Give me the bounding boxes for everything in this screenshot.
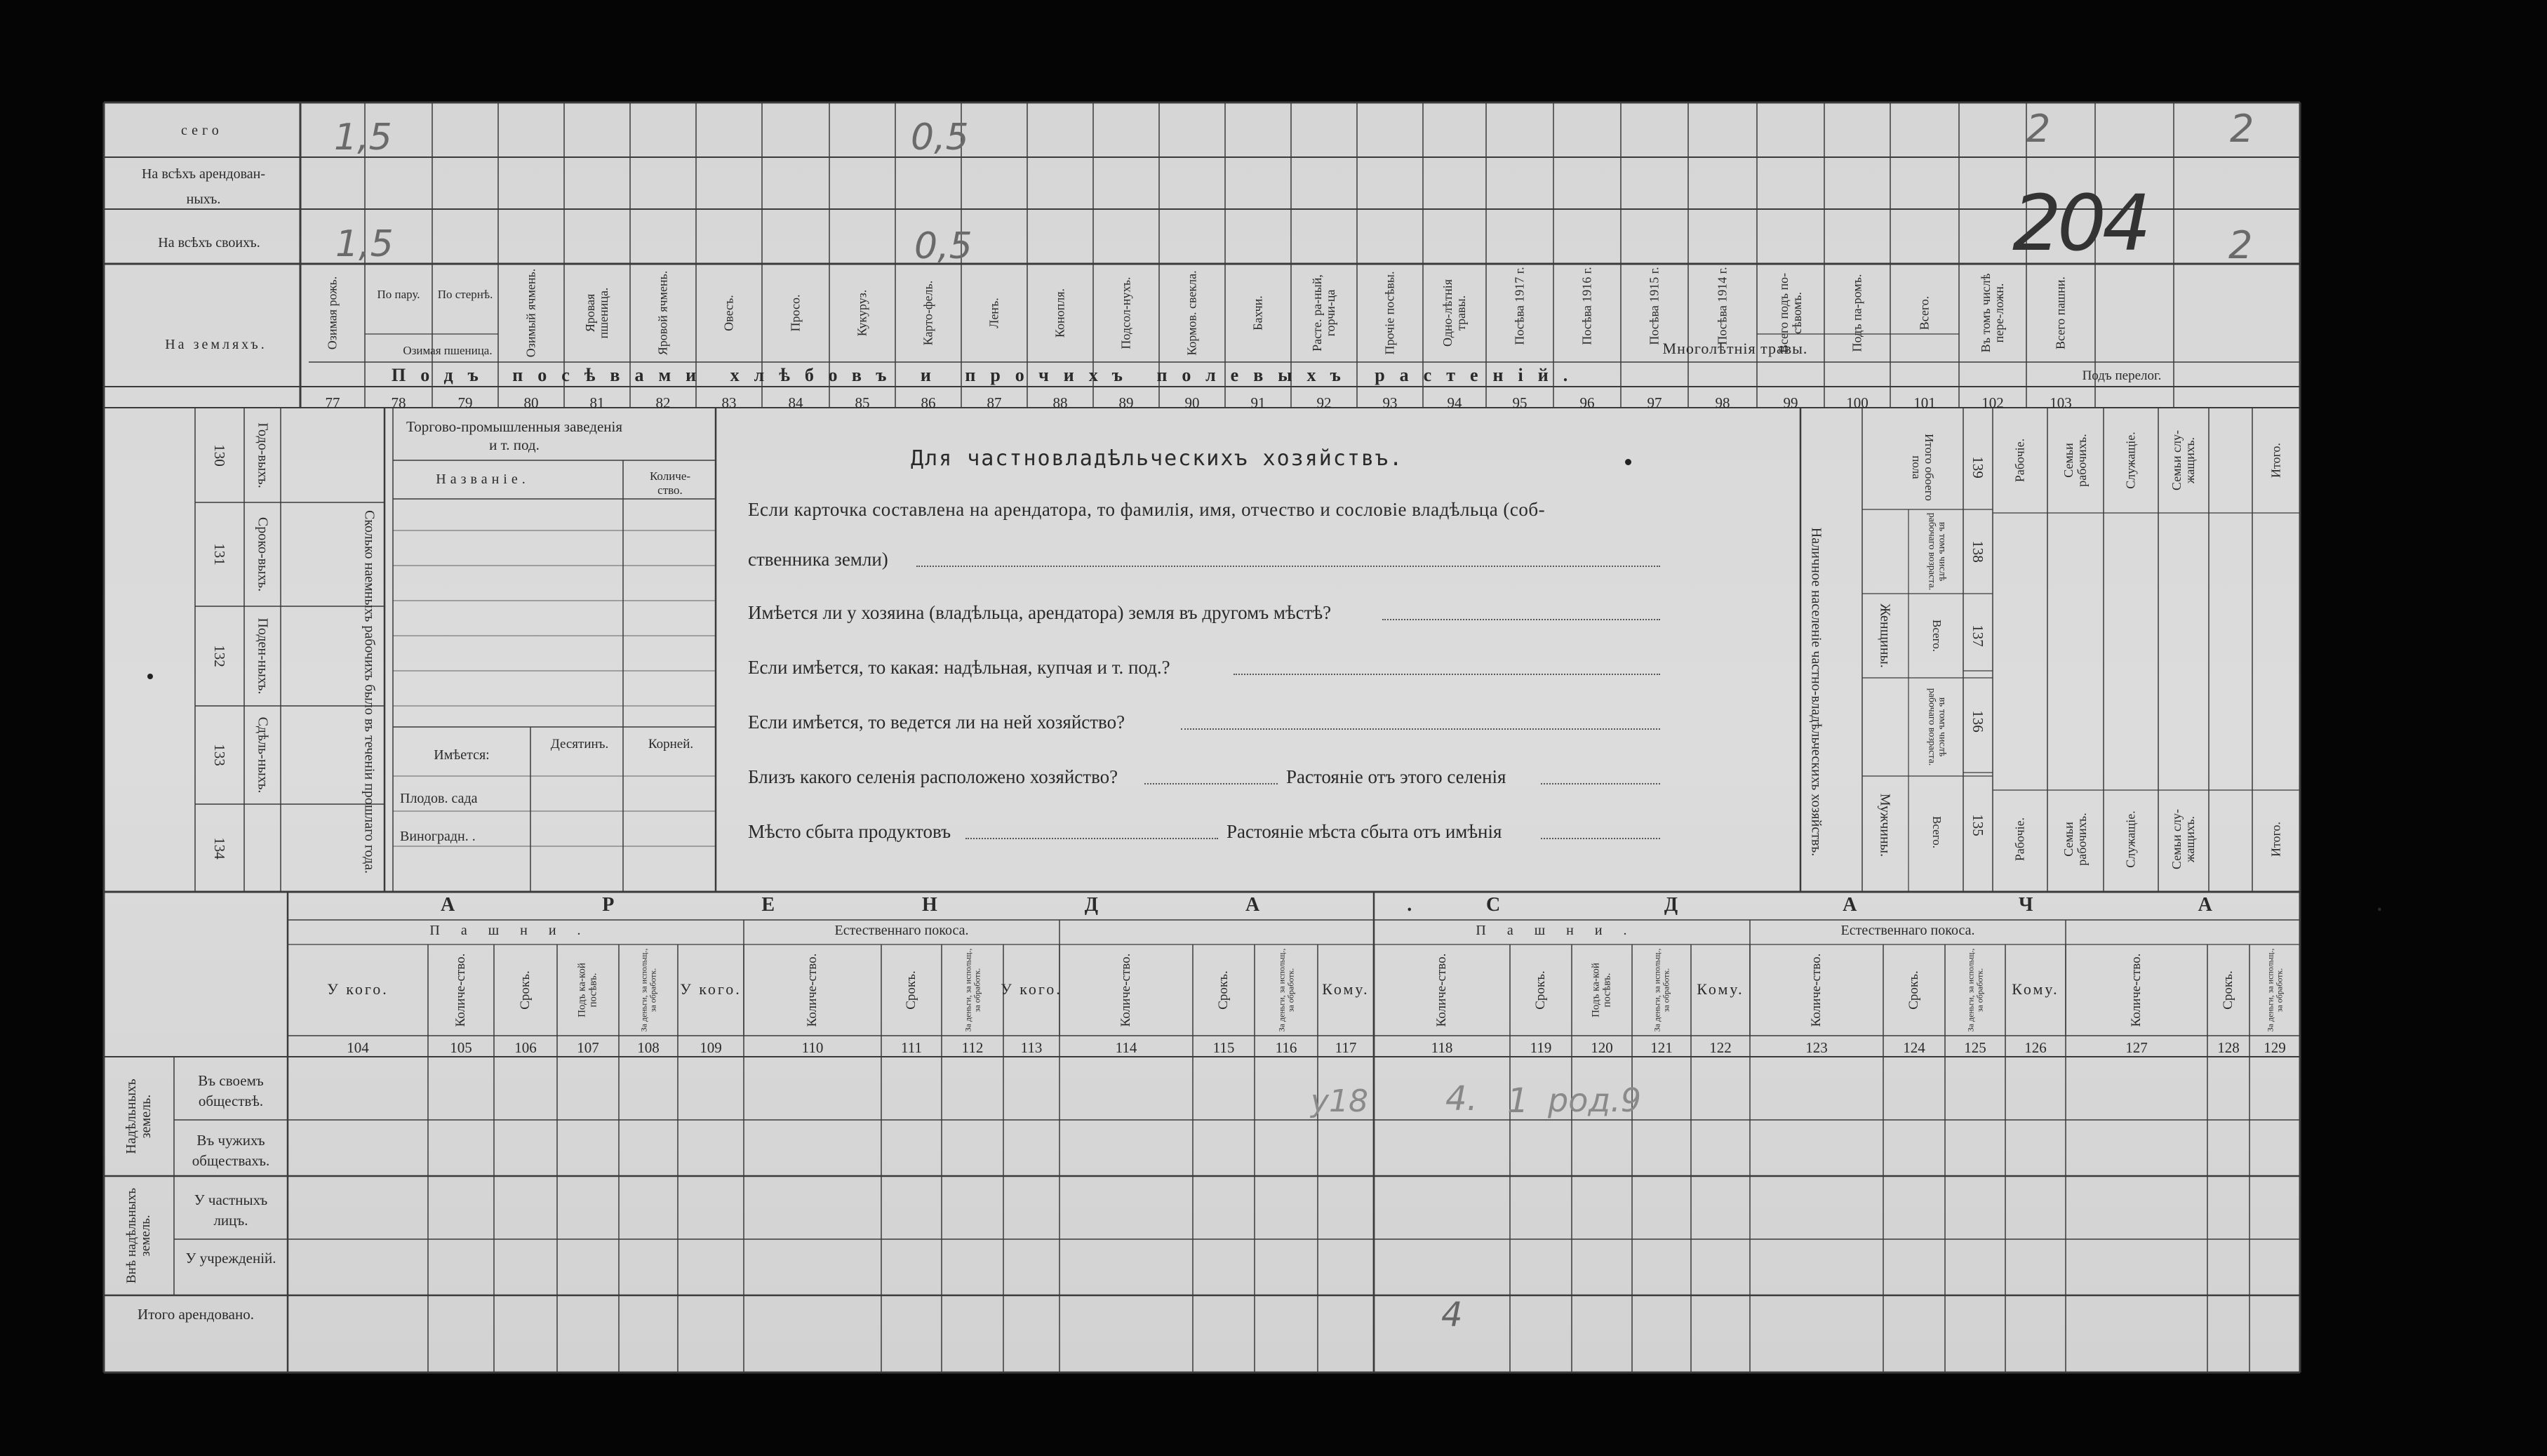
lease-col-num-123: 123: [1805, 1039, 1828, 1056]
bullet-dot: [1625, 459, 1631, 465]
lease-header-12: За деньги, за испольщ., за обработк.: [1276, 948, 1295, 1032]
col-number-90: 90: [1184, 394, 1200, 411]
lease-col-num-114: 114: [1115, 1039, 1137, 1056]
col-number-84: 84: [788, 394, 803, 411]
sdacha-pashni: Пашни.: [1476, 923, 1648, 938]
trade-title-2: и т. под.: [489, 436, 540, 453]
lease-col-num-128: 128: [2217, 1039, 2240, 1056]
private-form-q2-field[interactable]: [1382, 619, 1660, 620]
lease-col-num-107: 107: [577, 1039, 599, 1056]
lease-header-11: Срокъ.: [1216, 970, 1231, 1010]
lease-header-20: Срокъ.: [1906, 970, 1922, 1010]
arenda-pashni: Пашни.: [429, 923, 602, 938]
lease-header-17: За деньги, за испольщ., за обработк.: [1652, 948, 1671, 1032]
private-form-q4: Если имѣется, то ведется ли на ней хозяйство?: [748, 712, 1125, 733]
col-number-101: 101: [1913, 394, 1936, 411]
table-grid-lines: [104, 102, 2300, 1372]
hw-sd-pod: род.9: [1548, 1081, 1642, 1119]
hw-r3-far: 2: [2228, 223, 2253, 267]
hw-sd-srok: 1: [1507, 1081, 1529, 1121]
private-form-q1a: Если карточка составлена на арендатора, то фамилiя, имя, отчество и сословiе владѣльца (соб-: [748, 499, 1546, 520]
crop-header-26: Всего пашни.: [2053, 276, 2068, 349]
crop-header-23: Подъ па-ромъ.: [1850, 274, 1864, 352]
hired-label-0: Годо-выхъ.: [255, 422, 271, 488]
pop-col-bot-2: Служащiе.: [2123, 810, 2138, 868]
crop-header-3: Озимый ячмень.: [523, 268, 538, 358]
under-crops-label: Подъ посѣвами хлѣбовъ и прочихъ полевыхъ растенiй.: [392, 365, 1583, 385]
pop-col-bot-1: Семьи рабочихъ.: [2061, 813, 2089, 866]
lease-header-6: Количе-ство.: [805, 953, 820, 1027]
crop-header-18: Посѣва 1917 г.: [1512, 267, 1527, 345]
lease-header-7: Срокъ.: [904, 970, 919, 1010]
crop-header-2: По стернѣ.: [437, 288, 493, 301]
hw-r1-oats: 0,5: [911, 116, 969, 159]
pop-col-top-2: Служащiе.: [2123, 432, 2138, 489]
lease-col-num-120: 120: [1591, 1039, 1613, 1056]
pop-num-136: 136: [1970, 710, 1987, 733]
lease-header-3: Подъ ка-кой посѣвъ.: [576, 963, 599, 1017]
pop-num-139: 139: [1970, 456, 1987, 479]
crop-header-15: Расте. ра-ный, горчи-ца: [1310, 274, 1337, 352]
pop-col-top-0: Рабочiе.: [2012, 438, 2027, 483]
lease-col-num-112: 112: [961, 1039, 984, 1056]
lease-group-nadel: Надѣльныхъ земель.: [123, 1078, 154, 1154]
crop-header-10: Ленъ.: [987, 298, 1001, 328]
lease-header-14: Количе-ство.: [1434, 953, 1450, 1027]
lease-header-0: У кого.: [327, 980, 389, 998]
lease-group-vne: Внѣ надѣльныхъ земель.: [124, 1187, 153, 1284]
lease-header-8: За деньги, за испольщ., за обработк.: [963, 948, 982, 1032]
col-number-88: 88: [1052, 394, 1068, 411]
hired-num-131: 131: [211, 543, 229, 566]
pop-women: Женщины.: [1877, 603, 1893, 668]
hw-r1-rye: 1,5: [334, 116, 392, 159]
lease-row-label-0: Въ своемъ обществѣ.: [198, 1072, 264, 1110]
lease-col-num-116: 116: [1275, 1039, 1297, 1056]
row-label-lands: На земляхъ.: [165, 337, 267, 352]
lease-row-label-2: У частныхъ лицъ.: [194, 1191, 268, 1229]
lease-col-num-119: 119: [1530, 1039, 1552, 1056]
col-number-86: 86: [921, 394, 936, 411]
trade-korney: Корней.: [648, 737, 694, 752]
winter-wheat-label: Озимая пшеница.: [403, 344, 493, 357]
crop-header-5: Яровой ячмень.: [655, 270, 670, 356]
pop-col-top-1: Семьи рабочихъ.: [2061, 434, 2089, 487]
lease-col-num-105: 105: [450, 1039, 472, 1056]
hw-r3-oats: 0,5: [914, 225, 972, 267]
crop-header-1: По пару.: [377, 288, 420, 301]
col-number-95: 95: [1512, 394, 1527, 411]
col-number-83: 83: [721, 394, 737, 411]
crop-header-12: Подсол-нухъ.: [1118, 276, 1133, 349]
private-form-q5b-field[interactable]: [1541, 783, 1660, 784]
population-side-label: Наличное населенiе частно-владѣльческихъ хозяйствъ.: [1808, 527, 1824, 857]
trade-orchard: Плодов. сада: [400, 791, 478, 806]
arenda-title: АРЕНДА.: [441, 894, 1560, 916]
row-label-total: сего: [181, 123, 223, 138]
arenda-est-pokosa: Естественнаго покоса.: [834, 923, 969, 938]
crop-header-0: Озимая рожь.: [325, 276, 340, 350]
col-number-78: 78: [391, 394, 406, 411]
private-form-q6a-field[interactable]: [965, 838, 1218, 839]
crop-header-4: Яровая пшеница.: [583, 287, 610, 339]
lease-header-18: Кому.: [1697, 980, 1744, 998]
private-form-q2: Имѣется ли у хозяина (владѣльца, арендатора) земля въ другомъ мѣстѣ?: [748, 602, 1332, 623]
hired-num-132: 132: [211, 645, 229, 667]
row-label-own: На всѣхъ своихъ.: [158, 235, 260, 251]
private-form-q6b: Растоянiе мѣста сбыта отъ имѣнiя: [1226, 821, 1502, 842]
lease-col-num-109: 109: [700, 1039, 722, 1056]
hired-workers-side-label: Сколько наемныхъ рабочихъ было въ теченiи прошлаго года.: [361, 509, 377, 874]
lease-col-num-121: 121: [1650, 1039, 1673, 1056]
lease-col-num-111: 111: [901, 1039, 922, 1056]
sdacha-title: СДАЧА.: [1486, 894, 2547, 916]
lease-header-2: Срокъ.: [518, 970, 533, 1010]
hw-itogo-qty: 4: [1441, 1295, 1463, 1335]
lease-header-16: Подъ ка-кой посѣвъ.: [1590, 963, 1612, 1017]
crop-header-9: Карто-фель.: [921, 280, 935, 346]
lease-col-num-108: 108: [637, 1039, 660, 1056]
hired-label-1: Сроко-выхъ.: [255, 516, 271, 592]
ink-dot: [147, 674, 153, 679]
trade-name-header: Названiе.: [436, 472, 530, 487]
private-form-q1b: ственника земли): [748, 549, 888, 570]
lease-header-9: У кого.: [1001, 980, 1062, 998]
lease-header-21: За деньги, за испольщ., за обработк.: [1965, 948, 1984, 1032]
crop-header-13: Кормов. свекла.: [1184, 270, 1199, 356]
lease-header-1: Количе-ство.: [453, 953, 469, 1027]
col-number-79: 79: [457, 394, 473, 411]
crop-header-14: Бахчи.: [1250, 295, 1265, 330]
pop-num-137: 137: [1970, 625, 1987, 647]
row-label-rented-2: ныхъ.: [186, 192, 221, 207]
crop-header-16: Прочiе посѣвы.: [1382, 271, 1397, 355]
crop-header-19: Посѣва 1916 г.: [1579, 267, 1594, 345]
crop-header-25: Въ томъ числѣ пере-ложн.: [1979, 273, 2006, 353]
trade-has-label: Имѣется:: [434, 747, 490, 763]
crop-header-7: Просо.: [788, 294, 803, 332]
pop-men: Мужчины.: [1877, 793, 1893, 857]
crop-header-24: Всего.: [1917, 295, 1932, 330]
crop-header-11: Конопля.: [1052, 288, 1067, 338]
crop-header-6: Овесъ.: [721, 295, 736, 331]
crop-header-22: Всего подъ по-сѣвомъ.: [1777, 272, 1804, 354]
lease-col-num-127: 127: [2125, 1039, 2148, 1056]
pop-total-w: Всего.: [1930, 620, 1944, 652]
pop-col-top-4: Итого.: [2268, 442, 2283, 479]
private-form-q5a-field[interactable]: [1144, 783, 1278, 784]
lease-row-label-1: Въ чужихъ обществахъ.: [192, 1132, 270, 1170]
hw-r1-right: 2: [2026, 107, 2051, 151]
lease-header-23: Количе-ство.: [2129, 953, 2144, 1027]
col-number-100: 100: [1846, 394, 1869, 411]
hired-num-134: 134: [211, 836, 229, 860]
lease-header-19: Количе-ство.: [1809, 953, 1824, 1027]
col-number-93: 93: [1382, 394, 1398, 411]
hw-r1-far: 2: [2230, 107, 2254, 151]
col-number-77: 77: [325, 394, 340, 411]
crop-header-8: Кукуруз.: [855, 289, 869, 337]
lease-header-22: Кому.: [2012, 980, 2059, 998]
lease-col-num-115: 115: [1212, 1039, 1235, 1056]
private-form-q5b: Растоянiе отъ этого селенiя: [1286, 766, 1506, 787]
trade-qty-header: Количе-ство.: [649, 469, 691, 497]
lease-row-label-3: У учрежденiй.: [185, 1250, 276, 1267]
pop-num-138: 138: [1970, 540, 1987, 563]
col-number-91: 91: [1250, 394, 1266, 411]
lease-col-num-125: 125: [1964, 1039, 1986, 1056]
private-form-q4-field[interactable]: [1181, 728, 1660, 730]
private-form-q1-field[interactable]: [916, 566, 1660, 567]
col-number-94: 94: [1447, 394, 1462, 411]
lease-col-num-117: 117: [1335, 1039, 1357, 1056]
pop-col-bot-0: Рабочiе.: [2012, 817, 2027, 862]
sdacha-est-pokosa: Естественнаго покоса.: [1840, 923, 1975, 938]
hired-label-3: Сдѣль-ныхъ.: [255, 716, 271, 794]
pop-work-m: въ томъ числѣ рабочаго возраста.: [1927, 688, 1948, 766]
lease-header-24: Срокъ.: [2221, 970, 2236, 1010]
pop-work-w: въ томъ числѣ рабочаго возраста.: [1927, 512, 1948, 591]
col-number-82: 82: [655, 394, 671, 411]
trade-title-1: Торгово-промышленныя заведенiя: [406, 418, 622, 435]
lease-col-num-118: 118: [1431, 1039, 1453, 1056]
lease-col-num-126: 126: [2024, 1039, 2047, 1056]
pop-num-135: 135: [1970, 814, 1987, 836]
lease-header-25: За деньги, за испольщ., за обработк.: [2265, 948, 2284, 1032]
private-form-q6b-field[interactable]: [1541, 838, 1660, 839]
trade-vineyard: Виноградн. .: [400, 829, 476, 844]
pop-total-m: Всего.: [1930, 816, 1944, 848]
hw-r3-rye: 1,5: [335, 223, 394, 265]
hw-card-number: 204: [2012, 178, 2147, 268]
hired-num-133: 133: [211, 744, 229, 766]
col-number-102: 102: [1981, 394, 2004, 411]
lease-header-4: За деньги, за испольщ., за обработк.: [639, 948, 657, 1032]
private-form-q6a: Мѣсто сбыта продуктовъ: [748, 821, 951, 842]
col-number-80: 80: [523, 394, 539, 411]
col-number-97: 97: [1647, 394, 1662, 411]
lease-header-13: Кому.: [1322, 980, 1370, 998]
perennial-grass-label: Многолѣтнiя травы.: [1662, 340, 1808, 357]
lease-col-num-113: 113: [1020, 1039, 1043, 1056]
lease-col-num-110: 110: [801, 1039, 824, 1056]
crop-header-20: Посѣва 1915 г.: [1647, 267, 1662, 345]
col-number-81: 81: [589, 394, 605, 411]
lease-header-15: Срокъ.: [1533, 970, 1549, 1010]
col-number-99: 99: [1783, 394, 1798, 411]
private-form-q5a: Близъ какого селенiя расположено хозяйство?: [748, 766, 1118, 787]
hired-label-2: Поден-ныхъ.: [255, 617, 271, 695]
lease-col-num-122: 122: [1709, 1039, 1732, 1056]
crop-header-21: Посѣва 1914 г.: [1715, 267, 1730, 345]
private-form-q3-field[interactable]: [1234, 674, 1660, 675]
col-number-89: 89: [1118, 394, 1134, 411]
lease-col-num-124: 124: [1903, 1039, 1925, 1056]
col-number-96: 96: [1579, 394, 1595, 411]
col-number-85: 85: [855, 394, 870, 411]
trade-desyatin: Десятинъ.: [550, 737, 609, 752]
col-number-92: 92: [1316, 394, 1332, 411]
census-card: [104, 102, 2547, 1372]
pop-col-bot-3: Семьи слу-жащихъ.: [2170, 809, 2197, 869]
lease-col-num-106: 106: [514, 1039, 537, 1056]
private-form-q3: Если имѣется, то какая: надѣльная, купчая и т. под.?: [748, 657, 1170, 678]
crop-header-17: Одно-лѣтнiя травы.: [1440, 279, 1468, 347]
pop-col-bot-4: Итого.: [2268, 821, 2283, 857]
pop-itogo: Итого обоего пола: [1910, 434, 1936, 501]
private-form-title: Для частновладѣльческихъ хозяйствъ.: [911, 446, 1404, 471]
row-label-rented-1: На всѣхъ арендован-: [141, 166, 266, 182]
hired-num-130: 130: [211, 443, 229, 467]
col-number-98: 98: [1715, 394, 1730, 411]
lease-header-10: Количе-ство.: [1118, 953, 1134, 1027]
lease-col-num-104: 104: [347, 1039, 369, 1056]
lease-row-label-4: Итого арендовано.: [138, 1306, 254, 1323]
fallow-label: Подъ перелог.: [2082, 368, 2162, 383]
pop-col-top-3: Семьи слу-жащихъ.: [2170, 430, 2197, 490]
col-number-87: 87: [987, 394, 1002, 411]
hw-sd-komu: у18: [1311, 1083, 1369, 1119]
lease-header-5: У кого.: [680, 980, 742, 998]
hw-sd-qty: 4.: [1445, 1079, 1478, 1118]
lease-col-num-129: 129: [2264, 1039, 2286, 1056]
col-number-103: 103: [2050, 394, 2072, 411]
